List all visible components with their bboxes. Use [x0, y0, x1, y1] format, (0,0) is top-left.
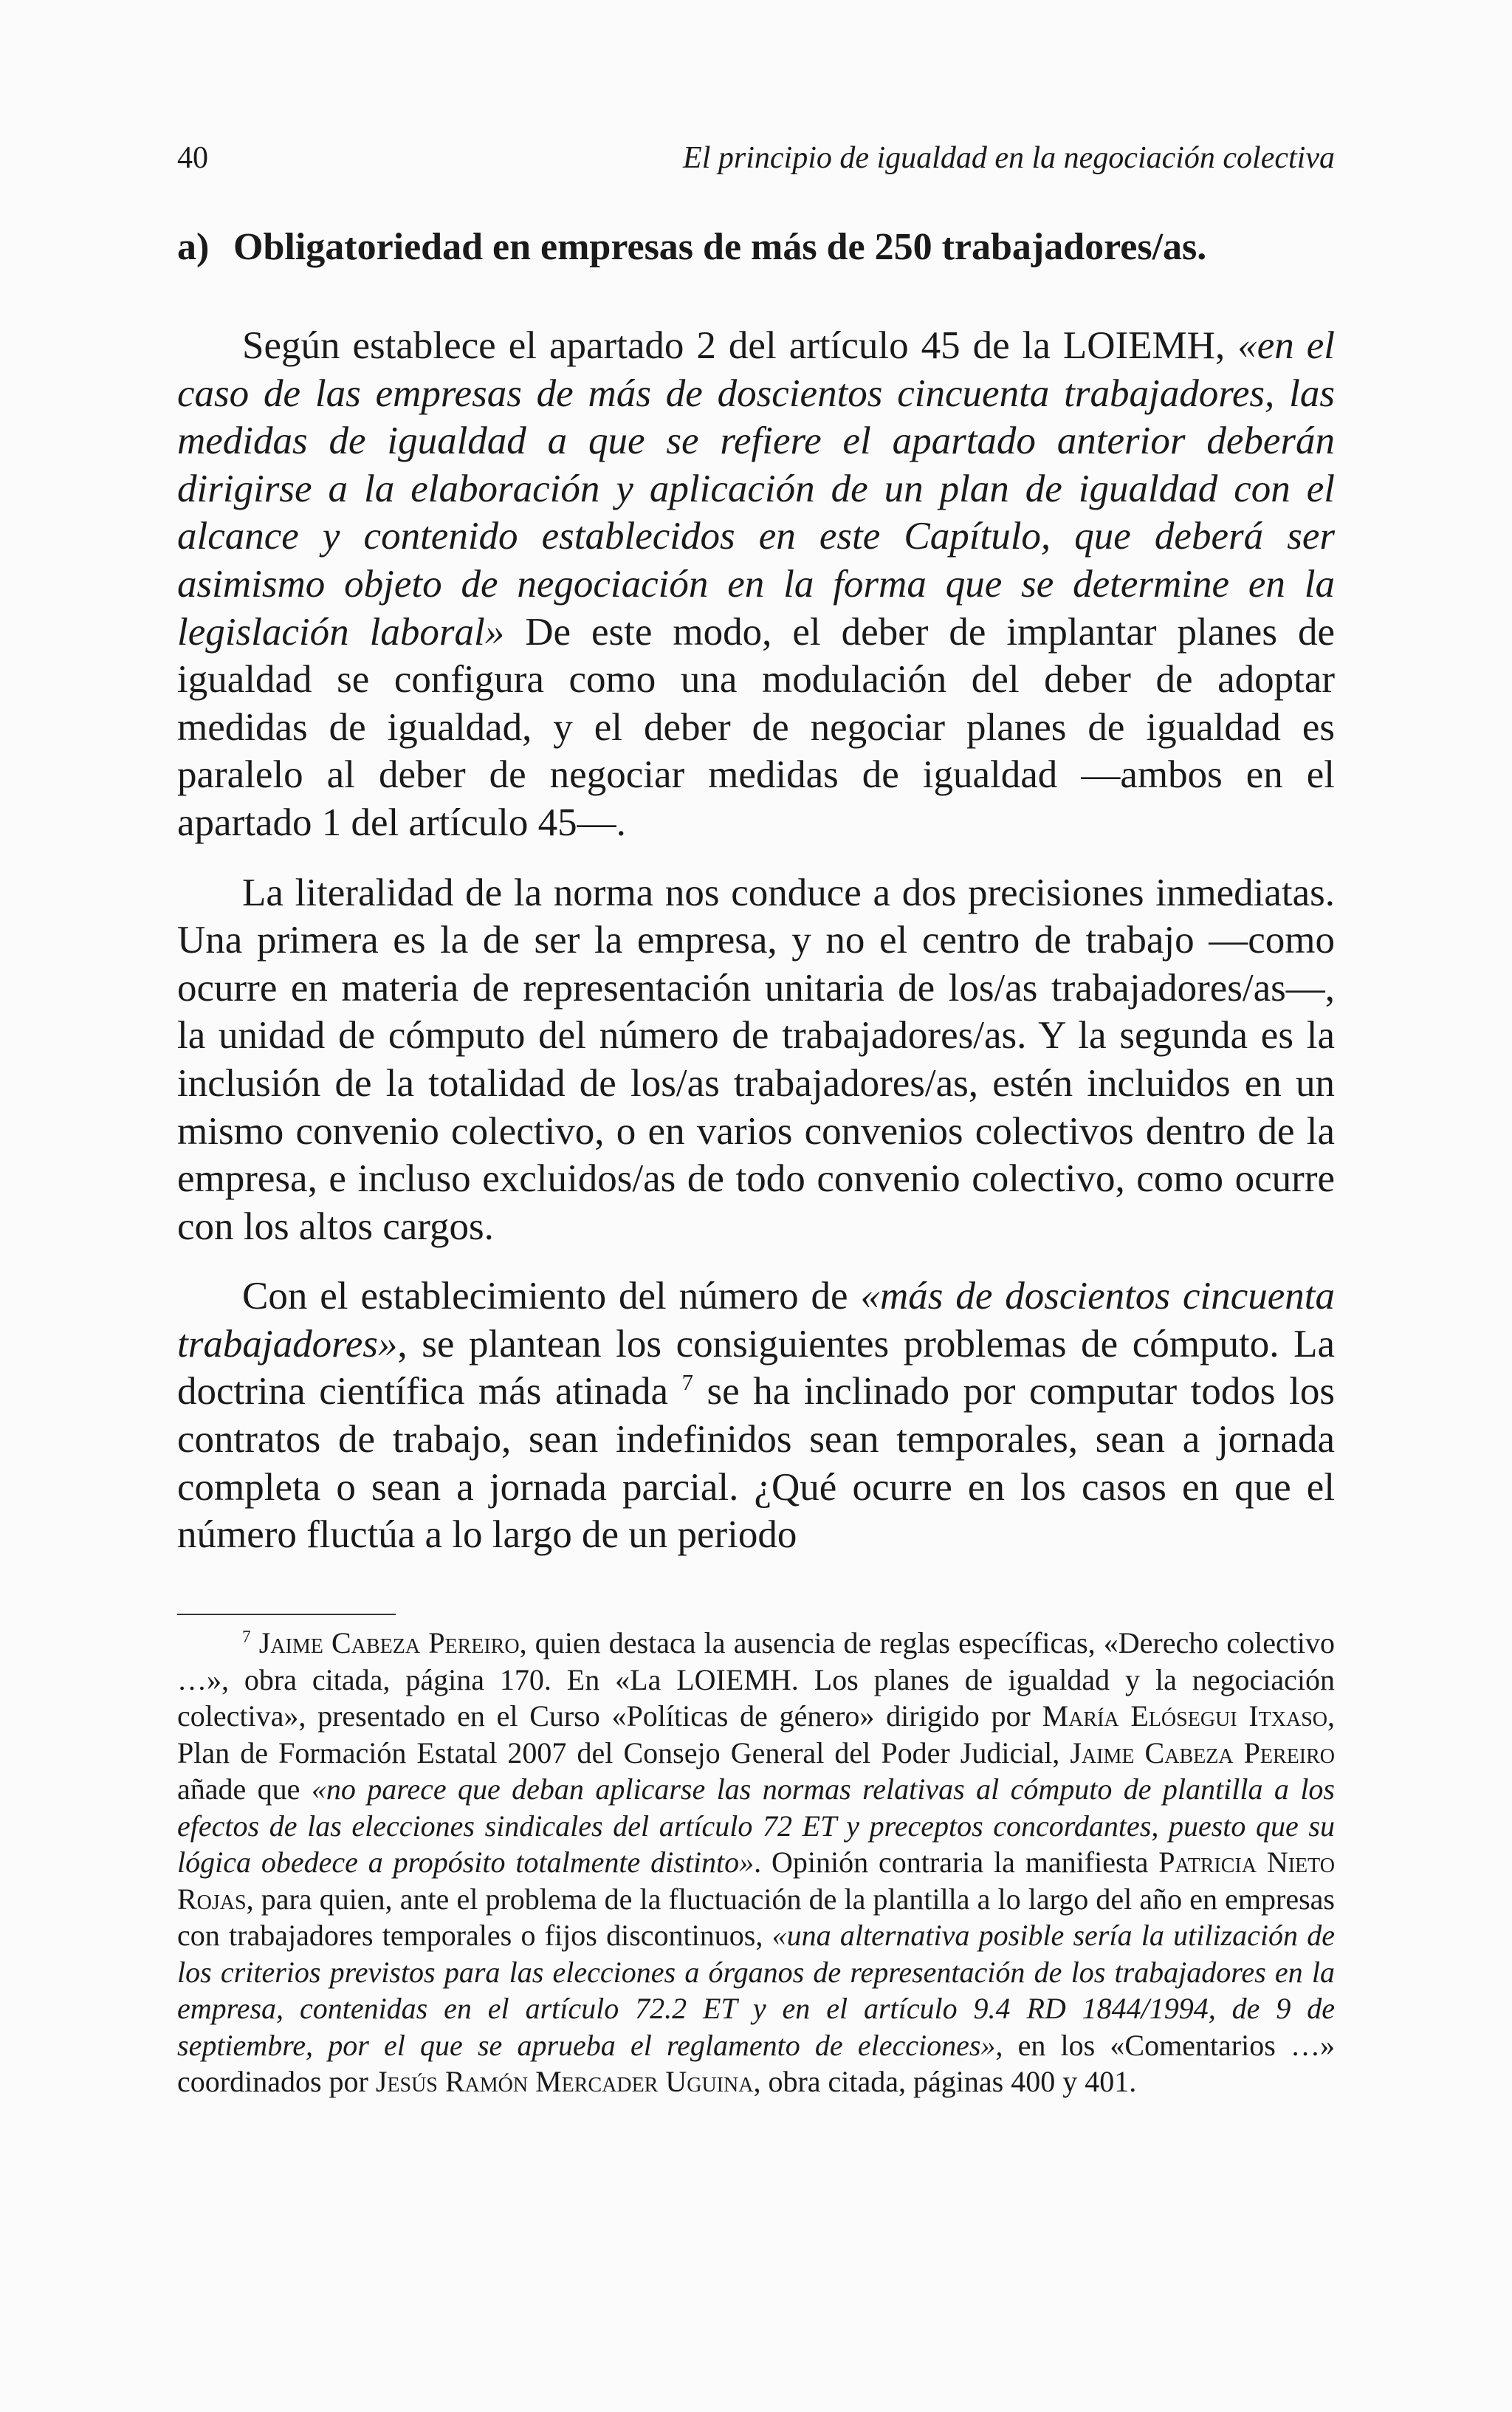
paragraph-2: La literalidad de la norma nos conduce a dos precisiones inmediatas. Una primera es la de ser la empresa, y no el centro de trabajo —como ocurre en materia de representación unitaria de los/as trabajadores/as—, la unidad de cómputo del número de trabajadores/as. Y la segunda es la inclusión de la totalidad de los/as trabajadores/as, estén incluidos en un mismo convenio colectivo, o en varios convenios colectivos dentro de la empresa, e incluso excluidos/as de todo convenio colectivo, como ocurre con los altos cargos. — [177, 871, 1335, 1248]
paragraph-1-quote: «en el caso de las empresas de más de doscientos cincuenta trabajadores, las medidas de igualdad a que se refiere el apartado anterior deberán dirigirse a la elaboración y aplicación de un plan de igualdad con el alcance y contenido establecidos en este Capítulo, que deberá ser asimismo objeto de negociación en la forma que se determine en la legislación laboral» — [177, 324, 1336, 654]
footnote-author: Jaime Cabeza Pereiro — [258, 1626, 520, 1659]
page-number: 40 — [177, 141, 208, 175]
footnote — [177, 1625, 1335, 2100]
footnote-number: 7 — [242, 1627, 251, 1647]
footnote-text: , obra citada, páginas 400 y 401. — [753, 2065, 1137, 2098]
running-header — [177, 136, 1335, 180]
footnote-author: Jaime Cabeza Pereiro — [1070, 1736, 1335, 1769]
footnote-quote: «una alternativa posible sería la utilización de los criterios previstos para las elecciones a órganos de representación de los trabajadores en la empresa, contenidas en el artículo 72.2 ET y en el artículo 9.4 RD 1844/1994, de 9 de septiembre, por el que se aprueba el reglamento de elecciones», — [177, 1919, 1336, 2062]
footnote-text: añade que — [177, 1772, 312, 1806]
footnote-text: , Plan de Formación Estatal 2007 del Consejo General del Poder Judicial, — [177, 1699, 1336, 1769]
section-marker: a) — [177, 226, 210, 268]
paragraph-1-intro: Según establece el apartado 2 del artículo 45 de la LOIEMH, — [242, 324, 1238, 367]
running-title: El principio de igualdad en la negociación colectiva — [683, 141, 1335, 175]
paragraph-3-rest: se ha inclinado por computar todos los contratos de trabajo, sean indefinidos sean temporales, sean a jornada completa o sean a jornada parcial. ¿Qué ocurre en los casos en que el número fluctúa a lo largo de un periodo — [177, 1370, 1335, 1557]
paragraph-1 — [177, 322, 1335, 847]
footnote-text: , quien destaca la ausencia de reglas específicas, «Derecho colectivo …», obra citada, página 170. En «La LOIEMH. Los planes de igualdad y la negociación colectiva», presentado en el Curso «Políticas de género» dirigido por — [177, 1626, 1336, 1733]
section-heading — [177, 222, 1335, 273]
paragraph-3 — [177, 1272, 1335, 1559]
footnote-reference: 7 — [681, 1370, 693, 1396]
paragraph-3-intro: Con el establecimiento del número de — [242, 1275, 861, 1318]
footnote-text: . Opinión contraria la manifiesta — [754, 1846, 1159, 1879]
footnote-text: , para quien, ante el problema de la fluctuación de la plantilla a lo largo del año en empresas con trabajadores temporales o fijos discontinuos, — [177, 1882, 1335, 1952]
footnote-author: Jesús Ramón Mercader Uguina — [375, 2065, 754, 2098]
footnote-quote: «no parece que deban aplicarse las normas relativas al cómputo de plantilla a los efectos de las elecciones sindicales del artículo 72 ET y preceptos concordantes, puesto que su lógica obedece a propósito totalmente distinto» — [177, 1772, 1336, 1879]
paragraph-3-middle: , se plantean los consiguientes problemas de cómputo. La doctrina científica más atinada — [177, 1322, 1335, 1414]
paragraph-1-rest: De este modo, el deber de implantar planes de igualdad se configura como una modulación del deber de adoptar medidas de igualdad, y el deber de negociar planes de igualdad es paralelo al deber de negociar medidas de igualdad —ambos en el apartado 1 del artículo 45—. — [177, 610, 1335, 844]
footnote-text: en los «Comentarios …» coordinados por — [177, 2028, 1335, 2098]
section-title: Obligatoriedad en empresas de más de 250 trabajadores/as. — [233, 226, 1207, 268]
footnote-separator — [177, 1614, 396, 1615]
footnote-author: Patricia Nieto Rojas — [177, 1846, 1335, 1916]
paragraph-3-quote: «más de doscientos cincuenta trabajadores» — [177, 1275, 1335, 1366]
footnote-author: María Elósegui Itxaso — [1042, 1699, 1328, 1733]
body-text — [177, 322, 1335, 1559]
